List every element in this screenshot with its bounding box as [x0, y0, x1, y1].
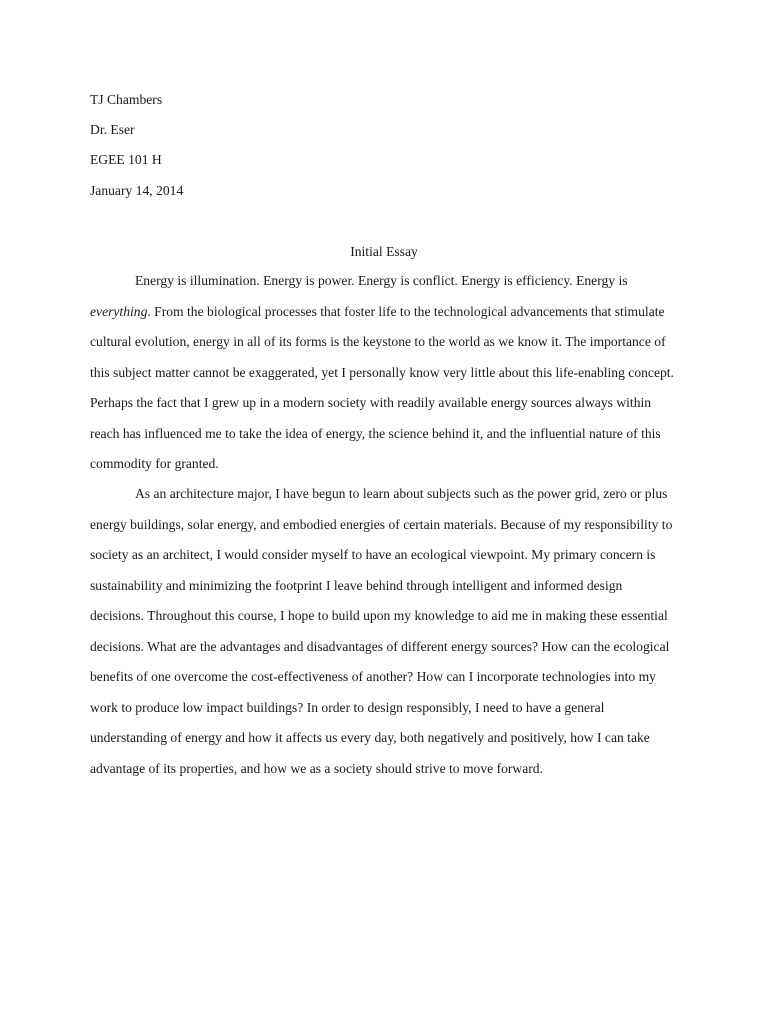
- paragraph-2: As an architecture major, I have begun to learn about subjects such as the power grid, zero or plus energy buildings, solar energy, and embodied energies of certain materials. Because of my responsibility to society as an architect, I would consider myself to have an ecological viewpoint. My primary concern is sustainability and minimizing the footprint I leave behind through intelligent and informed design decisions. Throughout this course, I hope to build upon my knowledge to aid me in making these essential decisions. What are the advantages and disadvantages of different energy sources? How can the ecological benefits of one overcome the cost-effectiveness of another? How can I incorporate technologies into my work to produce low impact buildings? In order to design responsibly, I need to have a general understanding of energy and how it affects us every day, both negatively and positively, how I can take advantage of its properties, and how we as a society should strive to move forward.: [90, 486, 673, 776]
- paragraph-1-intro: Energy is illumination. Energy is power. Energy is conflict. Energy is efficiency. Energy is: [135, 273, 628, 288]
- paragraph-1: [90, 266, 678, 480]
- course-code: EGEE 101 H: [90, 152, 162, 167]
- essay-date: January 14, 2014: [90, 183, 184, 198]
- essay-title: Initial Essay: [350, 244, 418, 259]
- paragraph-1-emphasis: everything: [90, 303, 148, 319]
- paragraph-1-body: . From the biological processes that foster life to the technological advancements that stimulate cultural evolution, energy in all of its forms is the keystone to the world as we know it. The importance of this subject matter cannot be exaggerated, yet I personally know very little about this life-enabling concept. Perhaps the fact that I grew up in a modern society with readily available energy sources always within reach has influenced me to take the idea of energy, the science behind it, and the influential nature of this commodity for granted.: [90, 303, 674, 471]
- author-name: TJ Chambers: [90, 92, 163, 107]
- instructor-name: Dr. Eser: [90, 122, 135, 137]
